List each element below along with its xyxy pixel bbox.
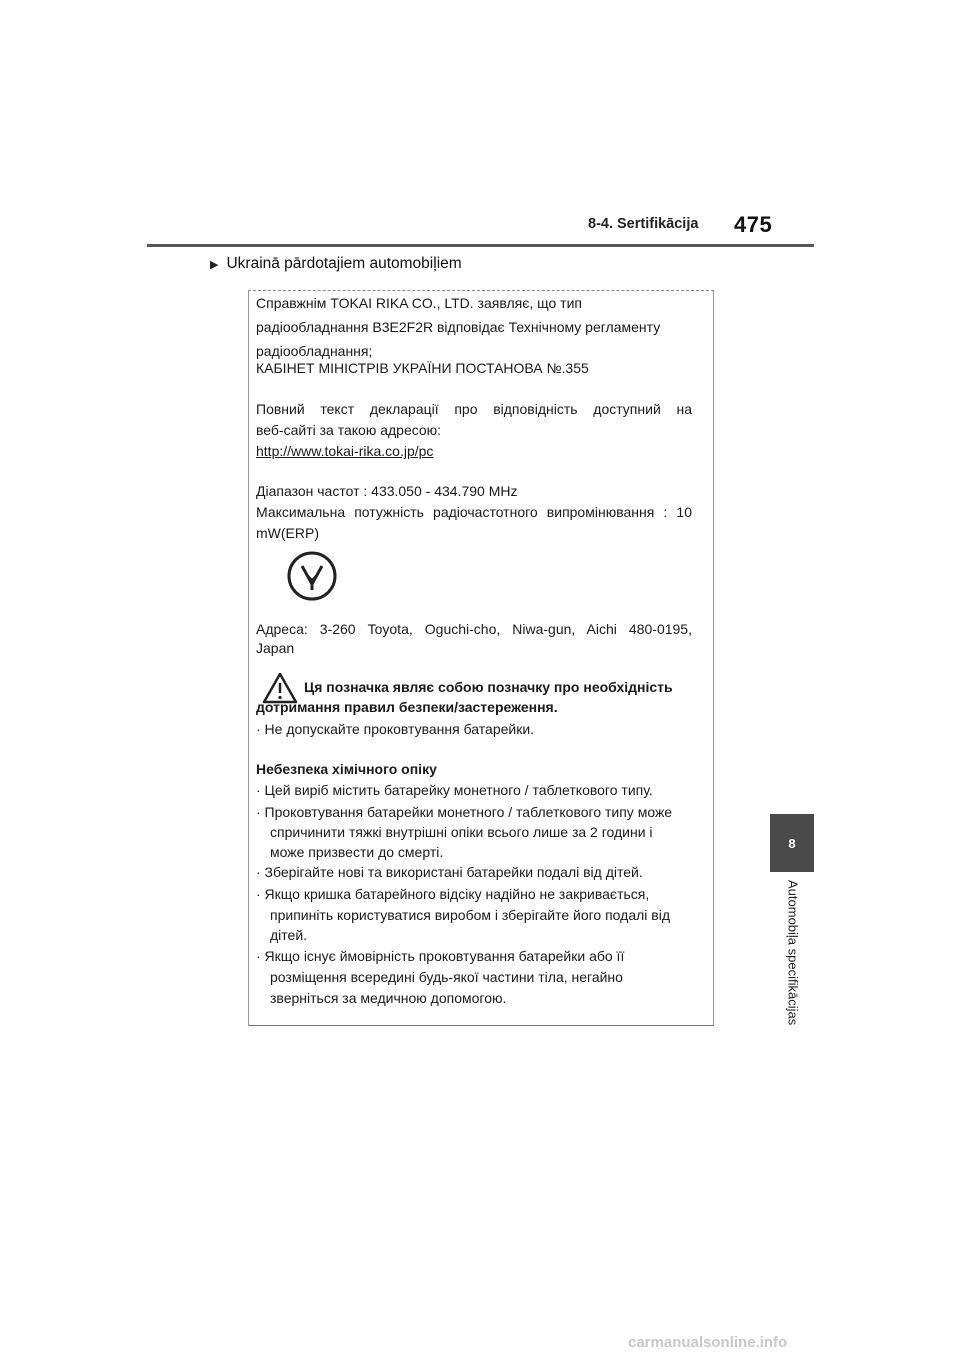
bullet: · Проковтування батарейки монетного / таблеткового типу може xyxy=(256,804,673,820)
declaration-link[interactable]: http://www.tokai-rika.co.jp/pc xyxy=(256,443,434,459)
cert-line: радіообладнання; xyxy=(256,343,373,359)
chapter-label xyxy=(783,880,803,1050)
chapter-tab[interactable]: 8 xyxy=(770,814,814,872)
footer-watermark: carmanualsonline.info xyxy=(628,1334,788,1351)
bullet-cont: дітей. xyxy=(270,927,308,943)
warning-text: Ця позначка являє собою позначку про необхідність xyxy=(304,679,673,695)
cert-line: Справжнім TOKAI RIKA CO., LTD. заявляє, що тип xyxy=(256,295,582,311)
warning-text: дотримання правил безпеки/застереження. xyxy=(256,699,558,715)
cert-line: радіообладнання B3E2F2R відповідає Технічному регламенту xyxy=(256,319,661,335)
chapter-label-text: Automobiļa specifikācijas xyxy=(785,880,801,1026)
bullet-cont: спричинити тяжкі внутрішні опіки всього лише за 2 години і xyxy=(270,824,653,840)
subheading-text: Ukrainā pārdotajiem automobiļiem xyxy=(226,255,462,272)
cert-line: Japan xyxy=(256,640,295,656)
cert-line: Максимальна потужність радіочастотного випромінювання : 10 xyxy=(256,504,692,520)
ukraine-conformity-mark-icon xyxy=(286,550,338,602)
cert-line: mW(ERP) xyxy=(256,525,319,541)
cert-line: Адреса: 3-260 Toyota, Oguchi-cho, Niwa-gun, Aichi 480-0195, xyxy=(256,621,692,637)
bullet: · Якщо існує ймовірність проковтування батарейки або її xyxy=(256,948,625,964)
triangle-bullet-icon: ▶ xyxy=(210,258,219,271)
bullet-cont: розміщення всередині будь-якої частини тіла, негайно xyxy=(270,969,623,985)
hazard-title: Небезпека хімічного опіку xyxy=(256,761,437,777)
cert-line: Повний текст декларації про відповідність доступний на xyxy=(256,401,692,417)
subheading xyxy=(210,255,462,273)
bullet: · Не допускайте проковтування батарейки. xyxy=(256,721,535,737)
cert-line: веб-сайті за такою адресою: xyxy=(256,422,442,438)
bullet: · Зберігайте нові та використані батарейки подалі від дітей. xyxy=(256,864,643,880)
bullet-cont: зверніться за медичною допомогою. xyxy=(270,990,507,1006)
page-number: 475 xyxy=(734,212,773,237)
header-divider xyxy=(147,244,814,247)
certificate-box xyxy=(248,290,714,1026)
bullet-cont: може призвести до смерті. xyxy=(270,844,444,860)
frequency-range: Діапазон частот : 433.050 - 434.790 MHz xyxy=(256,483,518,499)
bullet: · Цей виріб містить батарейку монетного / таблеткового типу. xyxy=(256,782,653,798)
bullet: · Якщо кришка батарейного відсіку надійно не закривається, xyxy=(256,886,650,902)
section-title: 8-4. Sertifikācija xyxy=(588,216,699,232)
cert-line: КАБІНЕТ МІНІСТРІВ УКРАЇНИ ПОСТАНОВА №.355 xyxy=(256,360,589,376)
bullet-cont: припиніть користуватися виробом і зберігайте його подалі від xyxy=(270,907,671,923)
